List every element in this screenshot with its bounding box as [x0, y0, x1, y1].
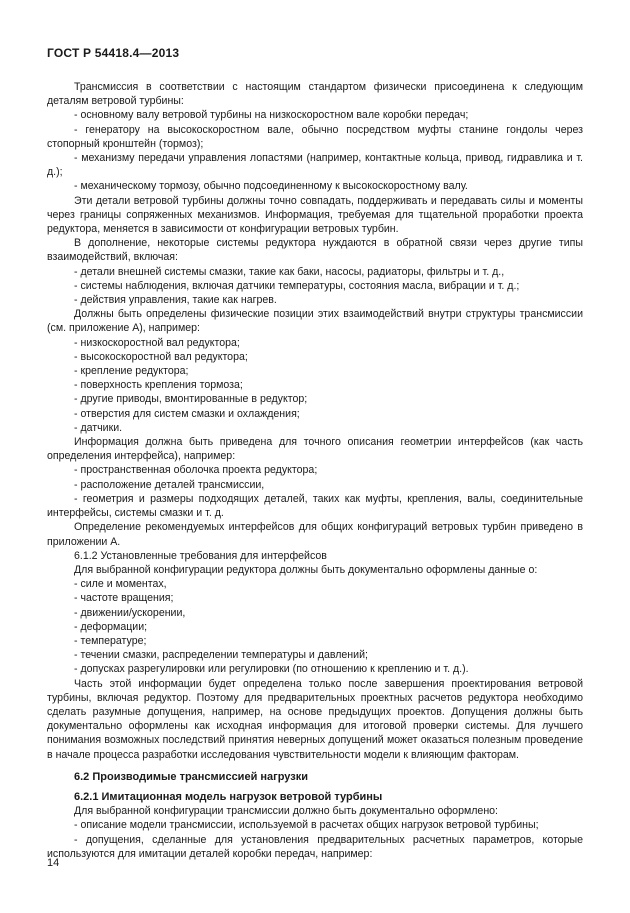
list-item: - температуре;	[74, 634, 147, 647]
list-item: - силе и моментах,	[74, 578, 167, 591]
list-item: - датчики.	[74, 421, 123, 434]
list-item: - низкоскоростной вал редуктора;	[74, 336, 240, 349]
list-item: - расположение деталей трансмиссии,	[74, 478, 265, 491]
paragraph: Для выбранной конфигурации редуктора должны быть документально оформлены данные о:	[74, 563, 538, 576]
document-header: ГОСТ Р 54418.4—2013	[47, 46, 180, 60]
page-number: 14	[47, 857, 60, 869]
list-item: - деформации;	[74, 620, 148, 633]
list-item: - движении/ускорении,	[74, 606, 186, 619]
list-item: - отверстия для систем смазки и охлаждения;	[74, 407, 300, 420]
list-item: - частоте вращения;	[74, 592, 174, 605]
list-item: - пространственная оболочка проекта редуктора;	[74, 464, 318, 477]
list-item: - генератору на высокоскоростном вале, обычно посредством муфты станине гондолы через стопорный кронштейн (тормоз);	[47, 123, 583, 150]
paragraph: Эти детали ветровой турбины должны точно совпадать, поддерживать и передавать силы и моменты через границы сопряженных механизмов. Информация, требуемая для тщательной проработки проекта редуктора, меняется в зависимости от конфигурации ветровых турбин.	[47, 194, 583, 236]
paragraph: Для выбранной конфигурации трансмиссии должно быть документально оформлено:	[74, 805, 499, 818]
paragraph: В дополнение, некоторые системы редуктора нуждаются в обратной связи через другие типы взаимодействий, включая:	[47, 237, 583, 264]
list-item: - поверхность крепления тормоза;	[74, 379, 243, 392]
list-item: - описание модели трансмиссии, используемой в расчетах общих нагрузок ветровой турбины;	[74, 819, 539, 832]
paragraph: Часть этой информации будет определена только после завершения проектирования ветровой турбины, включая редуктор. Поэтому для предварительных проектных расчетов редуктора необходимо сделать разумные допущения, например, на основе предыдущих проектов. Допущения должны быть документально оформлены как исходная информация для итоговой проверки системы. Для лучшего понимания возможных последствий принятия неверных допущений может оказаться полезным проведение в начале процесса разработки исследования чувствительности модели к влияющим факторам.	[47, 677, 583, 761]
list-item: - основному валу ветровой турбины на низкоскоростном вале коробки передач;	[74, 109, 469, 122]
paragraph: Информация должна быть приведена для точного описания геометрии интерфейсов (как часть определения интерфейса), например:	[47, 436, 583, 463]
list-item: - другие приводы, вмонтированные в редуктор;	[74, 393, 308, 406]
list-item: - геометрия и размеры подходящих деталей, таких как муфты, крепления, валы, соединительные интерфейсы, системы смазки и т. д.	[47, 492, 583, 520]
subsection-heading: 6.2.1 Имитационная модель нагрузок ветровой турбины	[74, 790, 383, 803]
list-item: - крепление редуктора;	[74, 365, 189, 378]
list-item: - механизму передачи управления лопастями (например, контактные кольца, привод, гидравлика и т. д.);	[47, 152, 583, 179]
list-item: - течении смазки, распределении температуры и давлений;	[74, 649, 368, 662]
list-item: - высокоскоростной вал редуктора;	[74, 350, 248, 363]
subsection-title: 6.1.2 Установленные требования для интерфейсов	[74, 549, 327, 562]
paragraph: Должны быть определены физические позиции этих взаимодействий внутри структуры трансмиссии (см. приложение А), например:	[47, 308, 583, 335]
paragraph: Трансмиссия в соответствии с настоящим стандартом физически присоединена к следующим деталям ветровой турбины:	[47, 81, 583, 108]
paragraph: Определение рекомендуемых интерфейсов для общих конфигураций ветровых турбин приведено в приложении А.	[47, 521, 583, 548]
list-item: - действия управления, такие как нагрев.	[74, 294, 277, 307]
document-body	[47, 80, 583, 861]
list-item: - детали внешней системы смазки, такие как баки, насосы, радиаторы, фильтры и т. д.,	[74, 265, 505, 278]
list-item: - допусках разрегулировки или регулировки (по отношению к креплению и т. д.).	[74, 663, 469, 676]
list-item: - механическому тормозу, обычно подсоединенному к высокоскоростному валу.	[74, 180, 468, 193]
list-item: - допущения, сделанные для установления предварительных расчетных параметров, которые используются для имитации деталей коробки передач, например:	[47, 833, 583, 860]
list-item: - системы наблюдения, включая датчики температуры, состояния масла, вибрации и т. д.;	[74, 279, 520, 292]
section-heading: 6.2 Производимые трансмиссией нагрузки	[74, 770, 309, 783]
